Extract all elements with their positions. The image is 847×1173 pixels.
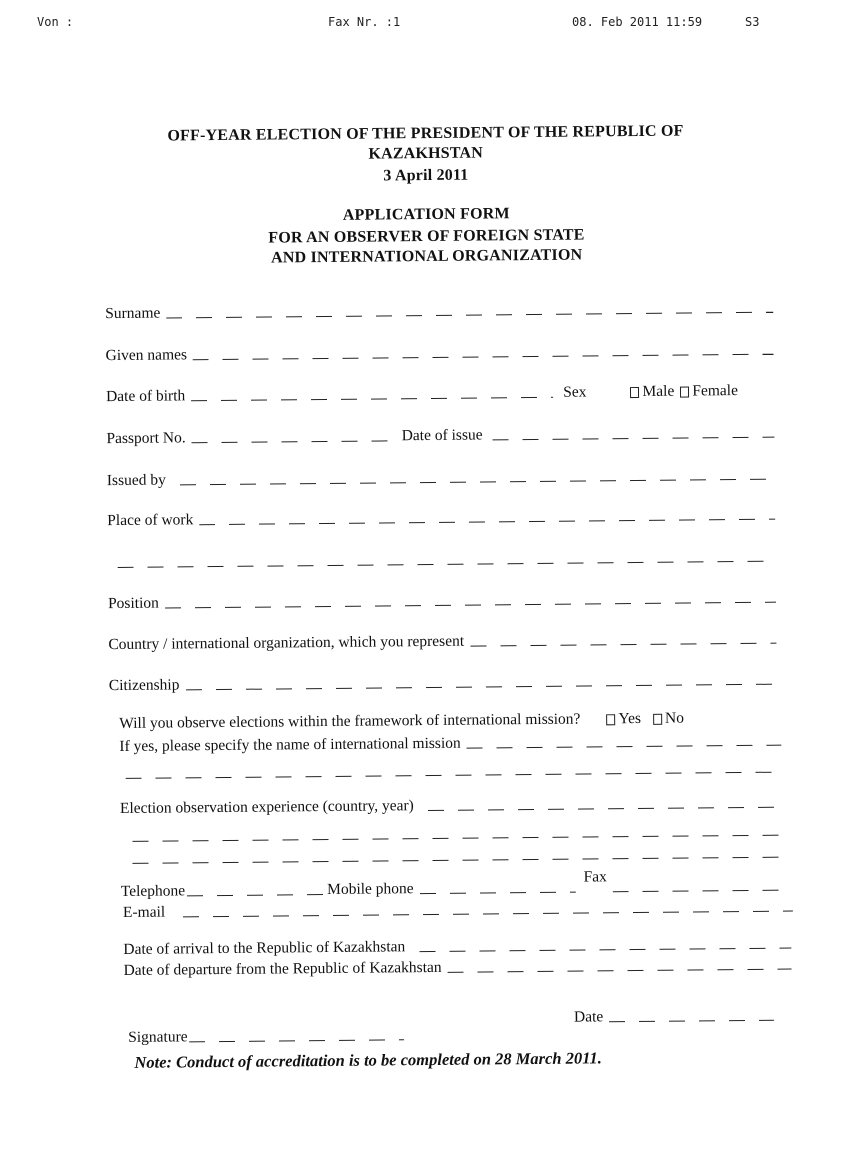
- mission-name-field[interactable]: [467, 742, 782, 749]
- experience-row: [120, 790, 782, 818]
- passport-row: [106, 420, 774, 448]
- signature-field[interactable]: [190, 1036, 405, 1042]
- fax-label: Fax: [583, 868, 607, 886]
- yes-checkbox[interactable]: [606, 710, 641, 728]
- position-label: Position: [107, 594, 159, 613]
- mission-name-field-line2[interactable]: [126, 769, 782, 779]
- mission-question-label: Will you observe elections within the framework of international mission?: [119, 710, 581, 732]
- fax-field[interactable]: [613, 887, 791, 893]
- experience-label: Election observation experience (country, year): [119, 797, 414, 817]
- date-of-birth-field[interactable]: [191, 394, 553, 401]
- place-of-work-field-line2[interactable]: [118, 558, 776, 568]
- date-of-departure-label: Date of departure from the Republic of Kazakhstan: [123, 958, 442, 979]
- email-field[interactable]: [183, 908, 793, 918]
- citizenship-row: [109, 667, 777, 695]
- mobile-phone-label: Mobile phone: [327, 880, 414, 899]
- no-checkbox-box[interactable]: [653, 714, 662, 725]
- place-of-work-label: Place of work: [107, 511, 194, 530]
- yes-label: Yes: [618, 709, 642, 728]
- date-of-arrival-label: Date of arrival to the Republic of Kazakhstan: [123, 938, 406, 958]
- mission-name-row-2: [126, 755, 782, 783]
- form-title-line3: AND INTERNATIONAL ORGANIZATION: [271, 246, 583, 267]
- passport-no-label: Passport No.: [106, 429, 186, 448]
- date-of-birth-label: Date of birth: [105, 387, 186, 406]
- surname-row: [105, 295, 773, 323]
- place-of-work-field[interactable]: [199, 516, 775, 526]
- fax-number: Fax Nr. :1: [328, 15, 401, 29]
- election-title-line1: OFF-YEAR ELECTION OF THE PRESIDENT OF THE REPUBLIC OF: [167, 122, 684, 145]
- fax-page: S3: [745, 15, 760, 29]
- date-of-birth-row: [106, 378, 774, 406]
- fax-from: Von :: [37, 15, 74, 29]
- election-title-line2: KAZAKHSTAN: [368, 144, 484, 163]
- date-row: [574, 1003, 774, 1027]
- signature-row: [128, 1022, 404, 1047]
- male-checkbox[interactable]: [630, 383, 674, 401]
- date-label: Date: [573, 1008, 604, 1026]
- citizenship-field[interactable]: [185, 681, 776, 691]
- issued-by-label: Issued by: [106, 471, 166, 490]
- position-row: [108, 585, 776, 613]
- citizenship-label: Citizenship: [108, 676, 180, 695]
- female-checkbox-box[interactable]: [680, 387, 689, 398]
- country-org-label: Country / international organization, which you represent: [108, 632, 465, 654]
- form-title-line2: FOR AN OBSERVER OF FOREIGN STATE: [268, 226, 585, 247]
- female-label: Female: [692, 382, 739, 400]
- mission-name-label: If yes, please specify the name of international mission: [119, 734, 461, 755]
- no-checkbox[interactable]: [653, 710, 684, 728]
- sex-label: Sex: [563, 383, 587, 401]
- signature-label: Signature: [128, 1028, 188, 1046]
- given-names-label: Given names: [105, 346, 188, 365]
- date-of-arrival-field[interactable]: [419, 945, 791, 953]
- male-label: Male: [642, 382, 675, 400]
- female-checkbox[interactable]: [680, 382, 738, 401]
- form-title-line1: APPLICATION FORM: [342, 205, 510, 224]
- given-names-field[interactable]: [193, 351, 774, 361]
- date-of-issue-label: Date of issue: [401, 426, 483, 445]
- issued-by-row: [107, 462, 775, 490]
- accreditation-note: Note: Conduct of accreditation is to be completed on 28 March 2011.: [134, 1048, 602, 1072]
- position-field[interactable]: [165, 599, 776, 609]
- surname-field[interactable]: [166, 309, 773, 319]
- mobile-phone-field[interactable]: [420, 889, 576, 894]
- country-org-field[interactable]: [470, 640, 776, 647]
- date-of-issue-field[interactable]: [493, 434, 775, 441]
- yes-checkbox-box[interactable]: [606, 714, 615, 725]
- telephone-field[interactable]: [187, 891, 325, 896]
- date-field[interactable]: [609, 1017, 774, 1023]
- passport-no-field[interactable]: [192, 437, 388, 443]
- email-label: E-mail: [122, 903, 166, 921]
- experience-field[interactable]: [428, 804, 782, 811]
- given-names-row: [106, 337, 774, 365]
- experience-field-line3[interactable]: [132, 854, 782, 864]
- country-org-row: [108, 626, 776, 654]
- no-label: No: [664, 709, 684, 727]
- place-of-work-row-2: [118, 544, 776, 572]
- surname-label: Surname: [105, 304, 161, 323]
- issued-by-field[interactable]: [180, 476, 775, 486]
- election-date: 3 April 2011: [383, 166, 469, 185]
- male-checkbox-box[interactable]: [630, 387, 639, 398]
- date-of-departure-field[interactable]: [448, 966, 792, 973]
- telephone-label: Telephone: [120, 882, 186, 900]
- place-of-work-row: [107, 502, 775, 530]
- fax-datetime: 08. Feb 2011 11:59: [572, 15, 703, 29]
